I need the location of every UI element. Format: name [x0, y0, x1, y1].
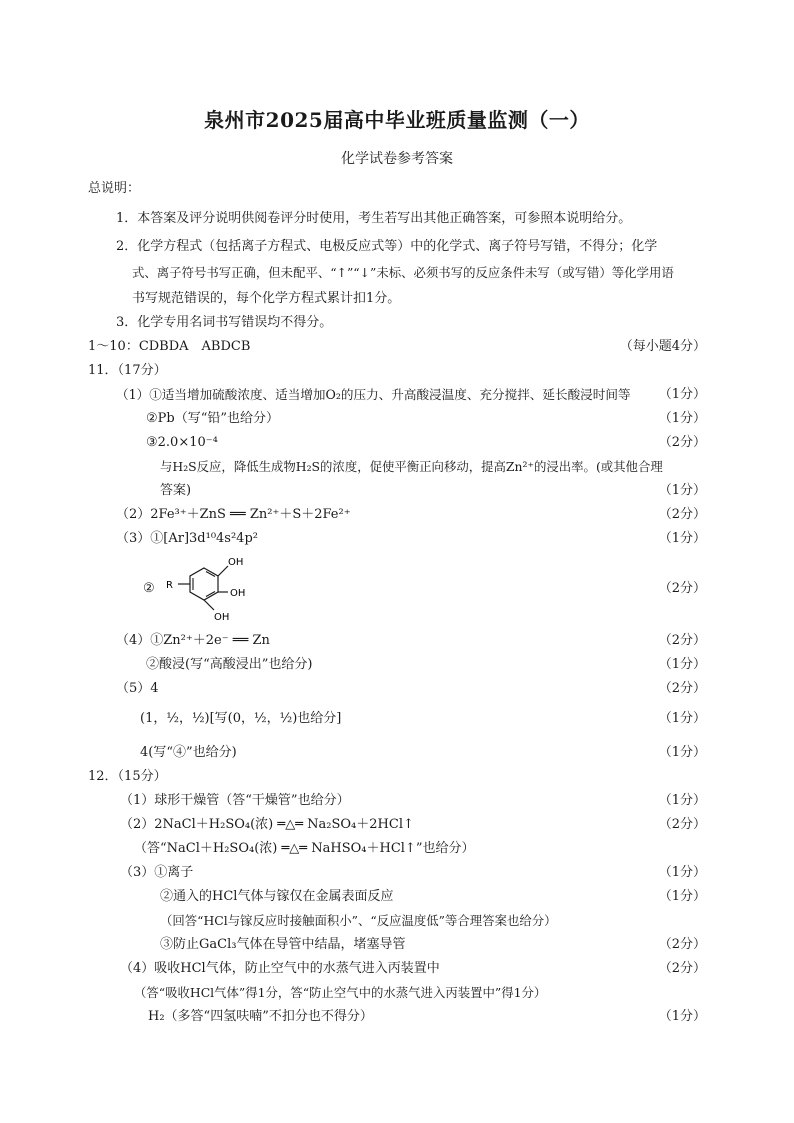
oh-bond: [218, 566, 228, 576]
line-text: (1，½，½)[写(0，½，½)也给分]: [140, 711, 342, 726]
line-points: （2分）: [658, 681, 706, 696]
answer-line: [0, 262, 794, 284]
document-title: 泉州市2025届高中毕业班质量监测（一）: [204, 108, 590, 132]
line-text: （2）2NaCl＋H₂SO₄(浓) ═△═ Na₂SO₄＋2HCl↑: [120, 817, 414, 832]
line-text: （5）4: [116, 681, 159, 696]
answer-line: [0, 630, 794, 652]
answer-line: [0, 790, 794, 812]
line-points: （2分）: [658, 633, 706, 648]
answer-line: [0, 1006, 794, 1028]
line-text: ②: [143, 581, 155, 596]
line-points: （1分）: [658, 1009, 706, 1024]
catechol-structure-diagram: [162, 552, 272, 624]
line-text: ②Pb（写“铅”也给分）: [146, 411, 280, 426]
line-text: ③防止GaCl₃气体在导管中结晶，堵塞导管: [160, 937, 406, 952]
line-text: 4(写“④”也给分): [140, 745, 237, 760]
line-text: ③2.0×10⁻⁴: [146, 435, 218, 450]
line-text: 1．本答案及评分说明供阅卷评分时使用，考生若写出其他正确答案，可参照本说明给分。: [116, 211, 632, 226]
line-text: （答“NaCl＋H₂SO₄(浓) ═△═ NaHSO₄＋HCl↑”也给分）: [134, 841, 475, 856]
answer-line: [0, 312, 794, 334]
line-text: （4）吸收HCl气体，防止空气中的水蒸气进入丙装置中: [120, 961, 440, 976]
line-points: （每小题4分）: [619, 339, 706, 354]
line-text: 2．化学方程式（包括离子方程式、电极反应式等）中的化学式、离子符号写错，不得分；化学: [116, 239, 658, 254]
line-text: 总说明：: [88, 181, 141, 196]
line-points: （2分）: [658, 435, 706, 450]
line-text: （4）①Zn²⁺＋2e⁻ ══ Zn: [116, 633, 270, 648]
answer-line: [0, 958, 794, 980]
answer-line: [0, 678, 794, 700]
line-points: （1分）: [658, 387, 706, 402]
r-group-label: R: [166, 580, 173, 591]
document-subtitle: 化学试卷参考答案: [341, 151, 453, 167]
answer-line: [0, 360, 794, 382]
line-text: （2）2Fe³⁺＋ZnS ══ Zn²⁺＋S＋2Fe²⁺: [116, 507, 351, 522]
line-text: ②通入的HCl气体与镓仅在金属表面反应: [160, 889, 394, 904]
line-points: （1分）: [658, 411, 706, 426]
line-points: （1分）: [658, 483, 706, 498]
answer-line: [0, 208, 794, 230]
line-points: （2分）: [658, 817, 706, 832]
line-points: （1分）: [658, 889, 706, 904]
line-text: （1）球形干燥管（答“干燥管”也给分）: [120, 793, 350, 808]
line-points: （1分）: [658, 711, 706, 726]
answer-line: [0, 528, 794, 550]
answer-line: [0, 910, 794, 932]
benzene-ring: [190, 568, 218, 600]
line-text: （答“吸收HCl气体”得1分，答“防止空气中的水蒸气进入丙装置中”得1分）: [134, 985, 547, 1000]
answer-line: [0, 408, 794, 430]
line-points: （1分）: [658, 531, 706, 546]
answer-line: [0, 480, 794, 502]
line-text: （1）①适当增加硫酸浓度、适当增加O₂的压力、升高酸浸温度、充分搅拌、延长酸浸时间等: [116, 387, 631, 402]
line-text: 答案): [160, 483, 192, 498]
answer-line: [0, 838, 794, 860]
line-text: 与H₂S反应，降低生成物H₂S的浓度，促使平衡正向移动，提高Zn²⁺的浸出率。(或其他合理: [160, 459, 663, 474]
line-text: 11．（17分）: [88, 363, 167, 378]
line-text: （回答“HCl与镓反应时接触面积小”、“反应温度低”等合理答案也给分）: [160, 913, 557, 928]
line-points: （1分）: [658, 793, 706, 808]
line-points: （2分）: [658, 507, 706, 522]
oh-label: OH: [214, 612, 230, 623]
line-text: （3）①离子: [120, 865, 194, 880]
line-text: （3）①[Ar]3d¹⁰4s²4p²: [116, 531, 258, 546]
line-text: 书写规范错误的，每个化学方程式累计扣1分。: [132, 291, 401, 306]
line-text: 式、离子符号书写正确，但未配平、“↑”“↓”未标、必须书写的反应条件未写（或写错）等化学用语: [132, 265, 674, 280]
line-points: （2分）: [658, 581, 706, 596]
line-points: （1分）: [658, 865, 706, 880]
line-points: （2分）: [658, 961, 706, 976]
answer-line: [0, 432, 794, 454]
answer-line: [0, 578, 794, 600]
answer-line: [0, 384, 794, 406]
answer-line: [0, 982, 794, 1004]
answer-line: [0, 814, 794, 836]
line-points: （1分）: [658, 657, 706, 672]
line-text: 3．化学专用名词书写错误均不得分。: [116, 315, 333, 330]
line-text: 12．（15分）: [88, 769, 167, 784]
answer-line: [0, 766, 794, 788]
line-text: 1～10：CDBDA ABDCB: [88, 339, 251, 354]
answer-line: [0, 886, 794, 908]
line-text: H₂（多答“四氢呋喃”不扣分也不得分）: [148, 1009, 373, 1024]
answer-line: [0, 934, 794, 956]
line-points: （1分）: [658, 745, 706, 760]
answer-line: [0, 456, 794, 478]
answer-line: [0, 336, 794, 358]
answer-line: [0, 288, 794, 310]
oh-bond: [204, 600, 214, 610]
answer-line: [0, 178, 794, 200]
answer-line: [0, 708, 794, 730]
answer-line: [0, 862, 794, 884]
line-text: ②酸浸(写“高酸浸出”也给分): [146, 657, 313, 672]
answer-line: [0, 236, 794, 258]
line-points: （2分）: [658, 937, 706, 952]
answer-line: [0, 654, 794, 676]
answer-line: [0, 504, 794, 526]
oh-label: OH: [230, 588, 246, 599]
answer-line: [0, 742, 794, 764]
oh-label: OH: [228, 557, 244, 568]
